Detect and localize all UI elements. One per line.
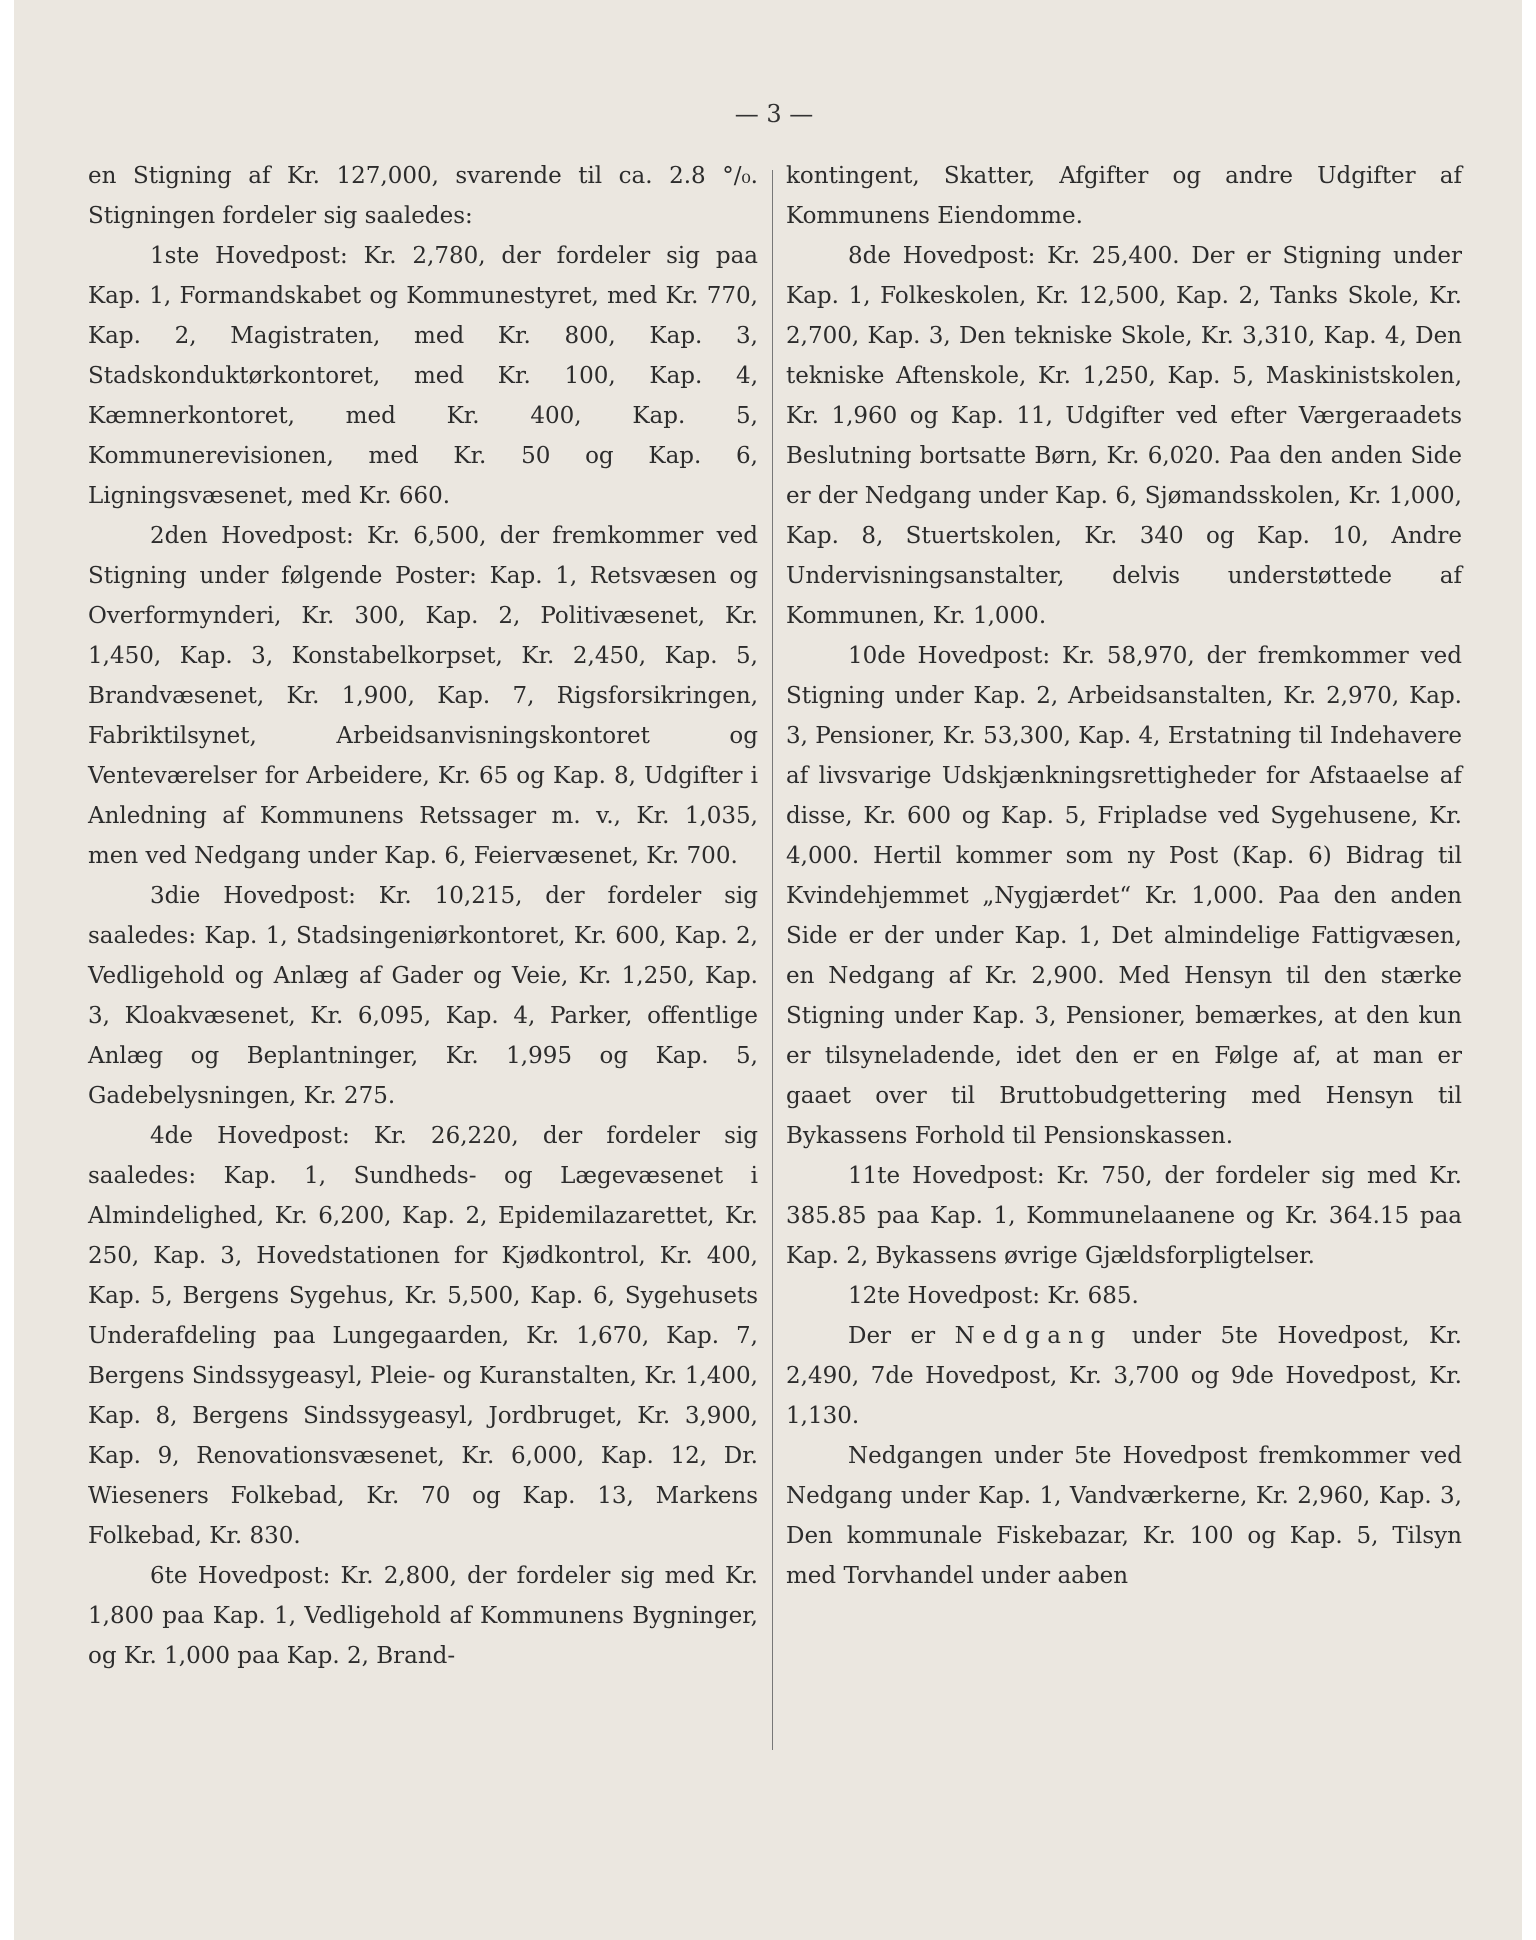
paragraph: 3die Hovedpost: Kr. 10,215, der fordeler sig saaledes: Kap. 1, Stadsingeniørkontoret, Kr. 600, Kap. 2, Vedligehold og Anlæg af Gader og Veie, Kr. 1,250, Kap. 3, Kloakvæsenet, Kr. 6,095, Kap. 4, Parker, offentlige Anlæg og Beplantninger, Kr. 1,995 og Kap. 5, Gadebelysningen, Kr. 275. (88, 883, 758, 1109)
left-column (88, 156, 758, 1676)
column-divider (772, 170, 773, 1750)
paragraph: 12te Hovedpost: Kr. 685. (848, 1283, 1139, 1309)
spaced-emphasis: Nedgang (954, 1323, 1113, 1349)
document-page (14, 0, 1522, 1940)
text-run: Der er (848, 1323, 955, 1349)
text-run: under 5te Hovedpost, Kr. 2,490, 7de Hovedpost, Kr. 3,700 og 9de Hovedpost, Kr. 1,130. (786, 1323, 1462, 1429)
paragraph: Nedgangen under 5te Hovedpost fremkommer ved Nedgang under Kap. 1, Vandværkerne, Kr. 2,960, Kap. 3, Den kommunale Fiskebazar, Kr. 100 og Kap. 5, Tilsyn med Torvhandel under aaben (786, 1443, 1462, 1589)
paragraph: 4de Hovedpost: Kr. 26,220, der fordeler sig saaledes: Kap. 1, Sundheds- og Lægevæsenet i Almindelighed, Kr. 6,200, Kap. 2, Epidemilazarettet, Kr. 250, Kap. 3, Hovedstationen for Kjødkontrol, Kr. 400, Kap. 5, Bergens Sygehus, Kr. 5,500, Kap. 6, Sygehusets Underafdeling paa Lungegaarden, Kr. 1,670, Kap. 7, Bergens Sindssygeasyl, Pleie- og Kuranstalten, Kr. 1,400, Kap. 8, Bergens Sindssygeasyl, Jordbruget, Kr. 3,900, Kap. 9, Renovationsvæsenet, Kr. 6,000, Kap. 12, Dr. Wieseners Folkebad, Kr. 70 og Kap. 13, Markens Folkebad, Kr. 830. (88, 1123, 758, 1549)
paragraph: 10de Hovedpost: Kr. 58,970, der fremkommer ved Stigning under Kap. 2, Arbeidsanstalten, Kr. 2,970, Kap. 3, Pensioner, Kr. 53,300, Kap. 4, Erstatning til Indehavere af livsvarige Udskjænkningsrettigheder for Afstaaelse af disse, Kr. 600 og Kap. 5, Fripladse ved Sygehusene, Kr. 4,000. Hertil kommer som ny Post (Kap. 6) Bidrag til Kvindehjemmet „Nygjærdet“ Kr. 1,000. Paa den anden Side er der under Kap. 1, Det almindelige Fattigvæsen, en Nedgang af Kr. 2,900. Med Hensyn til den stærke Stigning under Kap. 3, Pensioner, bemærkes, at den kun er tilsyneladende, idet den er en Følge af, at man er gaaet over til Bruttobudgettering med Hensyn til Bykassens Forhold til Pensionskassen. (786, 643, 1462, 1149)
paragraph: 6te Hovedpost: Kr. 2,800, der fordeler sig med Kr. 1,800 paa Kap. 1, Vedligehold af Kommunens Bygninger, og Kr. 1,000 paa Kap. 2, Brand- (88, 1563, 758, 1669)
paragraph: en Stigning af Kr. 127,000, svarende til ca. 2.8 °/₀. Stigningen fordeler sig saaledes: (88, 163, 758, 229)
paragraph: kontingent, Skatter, Afgifter og andre Udgifter af Kommunens Eiendomme. (786, 163, 1462, 229)
paragraph (786, 1316, 1462, 1436)
paragraph: 1ste Hovedpost: Kr. 2,780, der fordeler sig paa Kap. 1, Formandskabet og Kommunestyret, med Kr. 770, Kap. 2, Magistraten, med Kr. 800, Kap. 3, Stadskonduktørkontoret, med Kr. 100, Kap. 4, Kæmnerkontoret, med Kr. 400, Kap. 5, Kommunerevisionen, med Kr. 50 og Kap. 6, Ligningsvæsenet, med Kr. 660. (88, 243, 758, 509)
paragraph: 8de Hovedpost: Kr. 25,400. Der er Stigning under Kap. 1, Folkeskolen, Kr. 12,500, Kap. 2, Tanks Skole, Kr. 2,700, Kap. 3, Den tekniske Skole, Kr. 3,310, Kap. 4, Den tekniske Aftenskole, Kr. 1,250, Kap. 5, Maskinistskolen, Kr. 1,960 og Kap. 11, Udgifter ved efter Værgeraadets Beslutning bortsatte Børn, Kr. 6,020. Paa den anden Side er der Nedgang under Kap. 6, Sjømandsskolen, Kr. 1,000, Kap. 8, Stuertskolen, Kr. 340 og Kap. 10, Andre Undervisningsanstalter, delvis understøttede af Kommunen, Kr. 1,000. (786, 243, 1462, 629)
paragraph: 2den Hovedpost: Kr. 6,500, der fremkommer ved Stigning under følgende Poster: Kap. 1, Retsvæsen og Overformynderi, Kr. 300, Kap. 2, Politivæsenet, Kr. 1,450, Kap. 3, Konstabelkorpset, Kr. 2,450, Kap. 5, Brandvæsenet, Kr. 1,900, Kap. 7, Rigsforsikringen, Fabriktilsynet, Arbeidsanvisningskontoret og Venteværelser for Arbeidere, Kr. 65 og Kap. 8, Udgifter i Anledning af Kommunens Retssager m. v., Kr. 1,035, men ved Nedgang under Kap. 6, Feiervæsenet, Kr. 700. (88, 523, 758, 869)
right-column (786, 156, 1462, 1596)
page-number: — 3 — (734, 100, 814, 128)
paragraph: 11te Hovedpost: Kr. 750, der fordeler sig med Kr. 385.85 paa Kap. 1, Kommunelaanene og Kr. 364.15 paa Kap. 2, Bykassens øvrige Gjældsforpligtelser. (786, 1163, 1462, 1269)
